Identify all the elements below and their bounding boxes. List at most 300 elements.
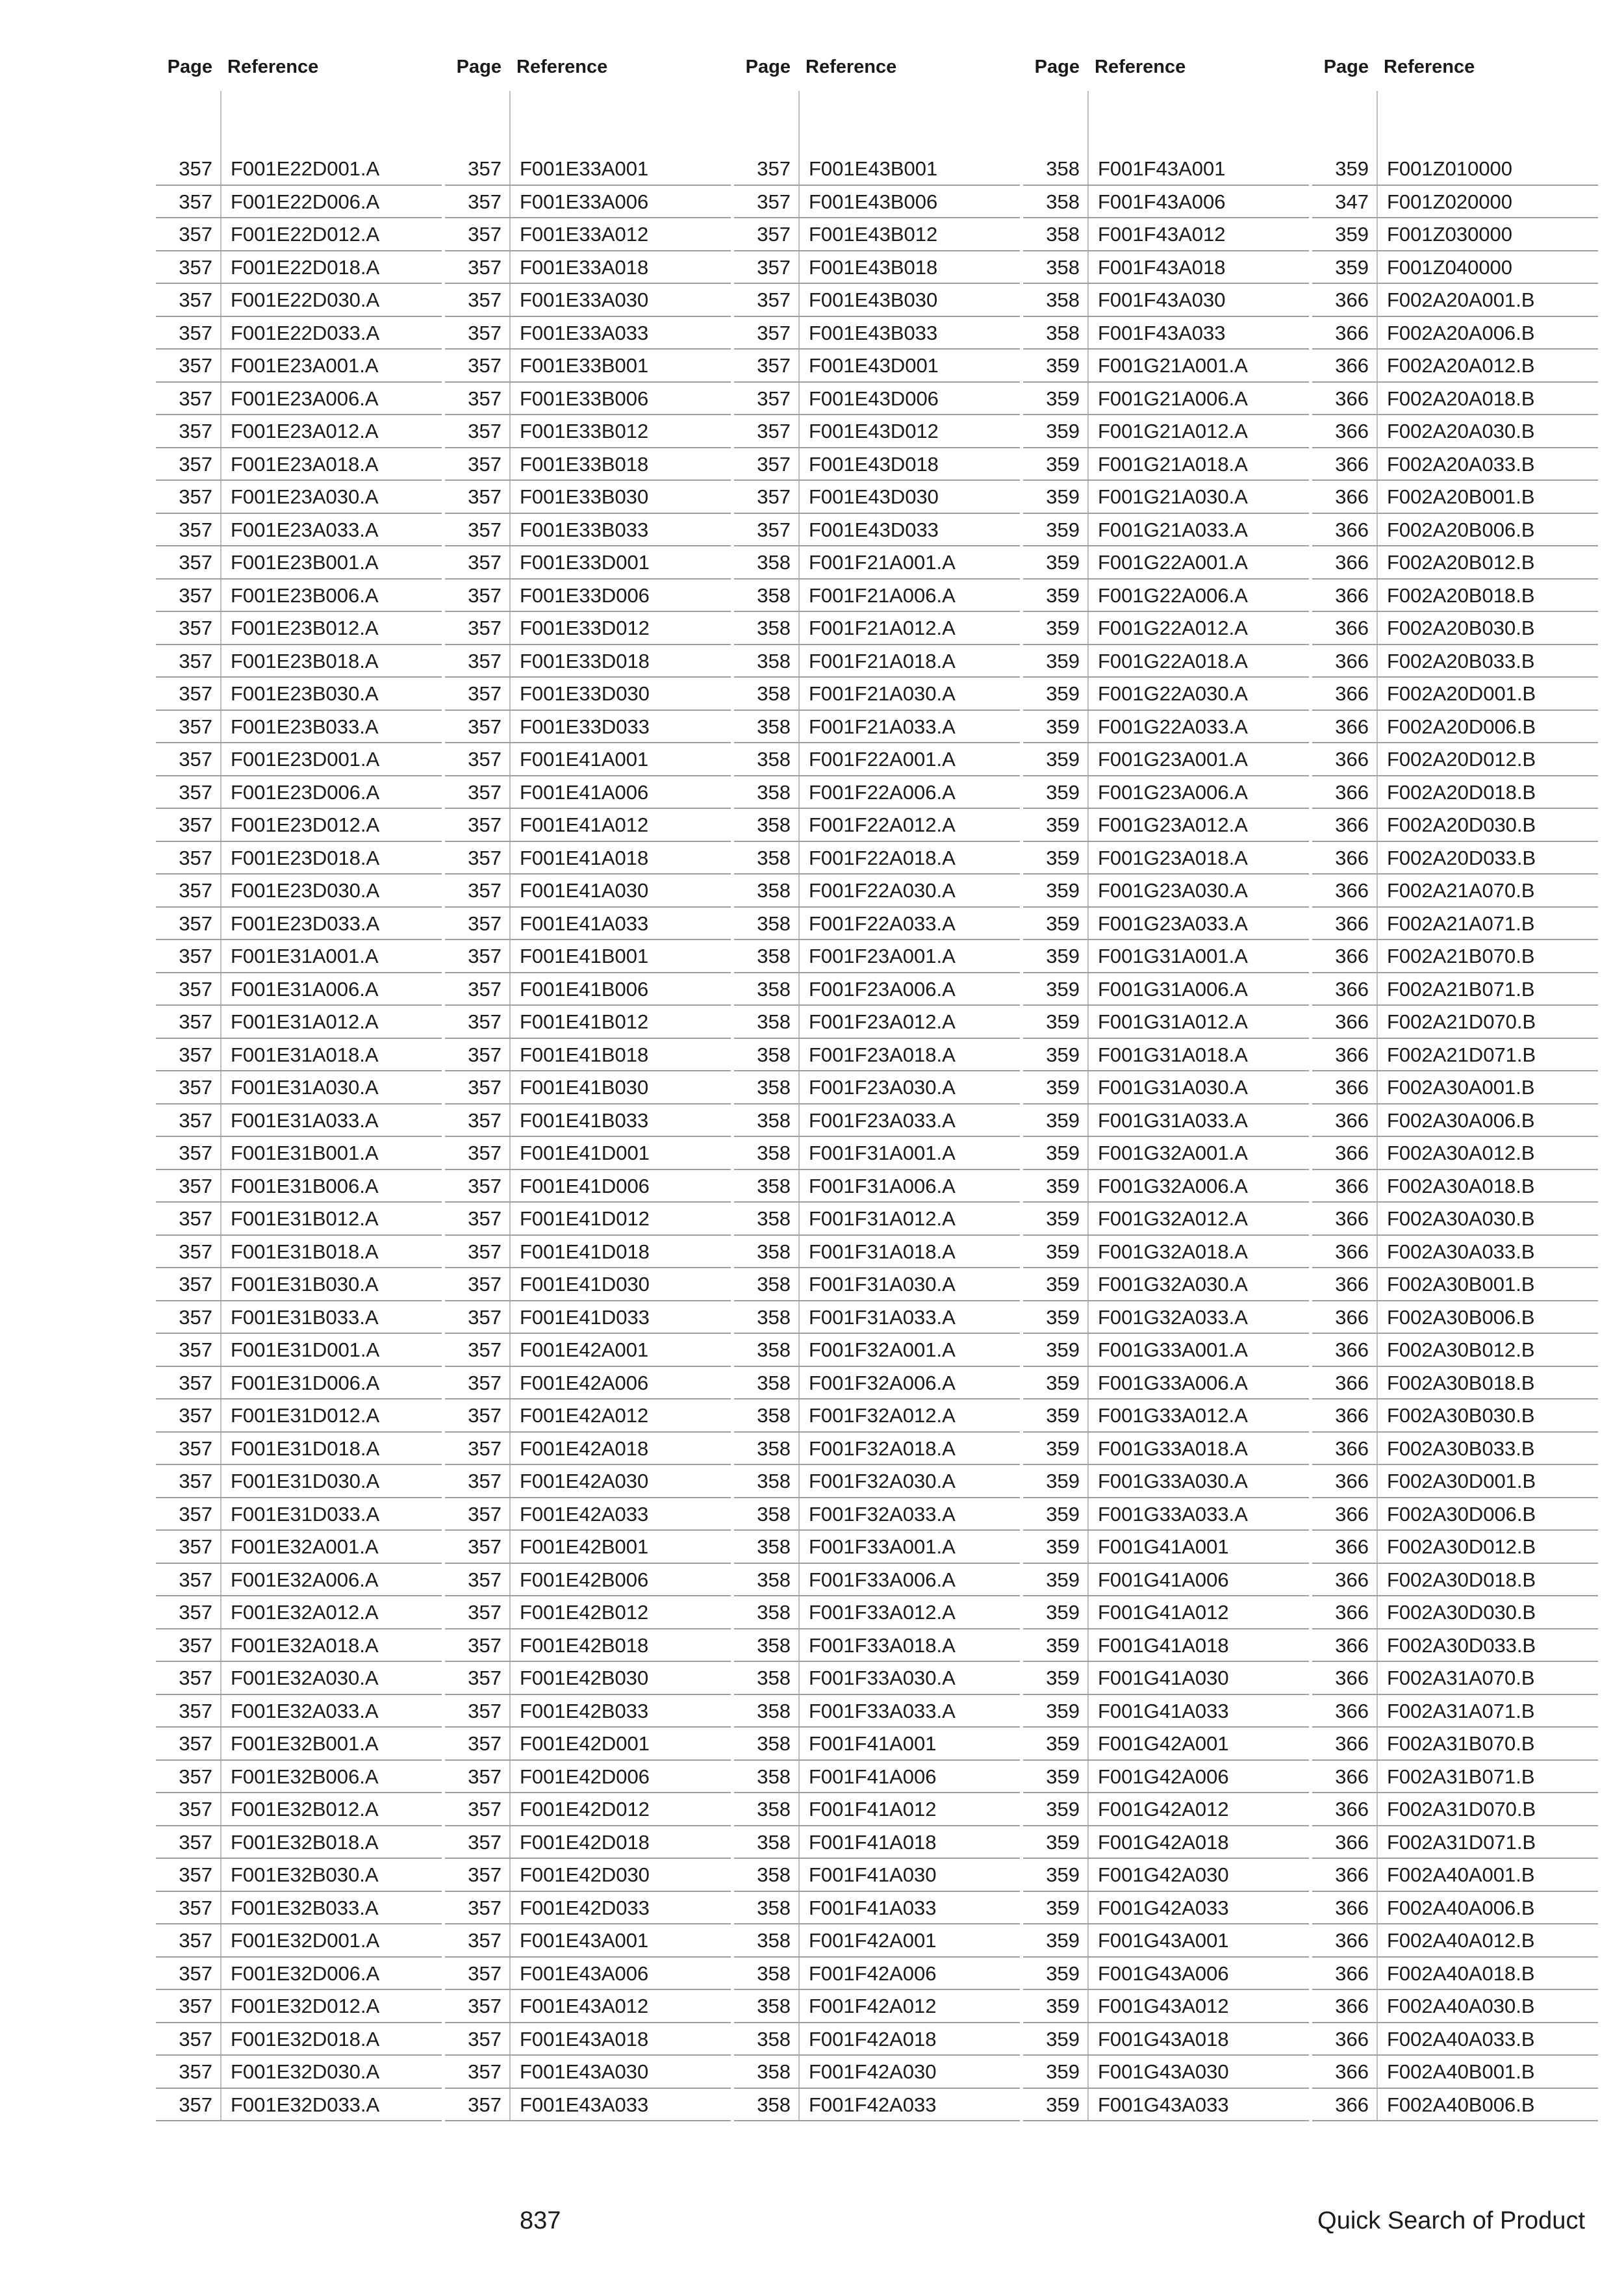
page-cell: 357: [468, 617, 501, 639]
table-row: [445, 1924, 731, 1958]
reference-cell: F001E43D033: [809, 518, 939, 541]
table-row: [1023, 546, 1309, 580]
column-divider: [220, 1892, 222, 1924]
column-divider: [220, 153, 222, 185]
table-row: [156, 743, 442, 776]
column-divider: [798, 218, 800, 250]
reference-cell: F001G43A030: [1098, 2060, 1229, 2083]
page-cell: 357: [468, 1273, 501, 1296]
reference-cell: F001E42B030: [520, 1667, 649, 1689]
table-row: [1023, 415, 1309, 448]
page-cell: 357: [179, 1929, 212, 1952]
table-row: [156, 1924, 442, 1958]
column-divider: [798, 415, 800, 447]
column-divider: [220, 1793, 222, 1825]
reference-cell: F001F22A033.A: [809, 912, 956, 935]
reference-cell: F001E43A030: [520, 2060, 649, 2083]
page-cell: 358: [757, 715, 791, 738]
page-cell: 359: [1046, 649, 1080, 672]
column-divider: [509, 2056, 511, 2088]
reference-cell: F002A40B001.B: [1387, 2060, 1535, 2083]
column-divider: [509, 776, 511, 808]
reference-cell: F001F31A018.A: [809, 1240, 956, 1263]
page-cell: 366: [1335, 1010, 1369, 1033]
page-cell: 357: [468, 518, 501, 541]
reference-cell: F001E42A033: [520, 1502, 649, 1526]
reference-cell: F001E43A012: [520, 1995, 649, 2017]
column-divider: [509, 908, 511, 939]
page-cell: 359: [1046, 1732, 1080, 1755]
reference-cell: F001G33A001.A: [1098, 1338, 1248, 1361]
page-cell: 358: [757, 1305, 791, 1329]
table-row: [734, 350, 1020, 383]
table-row: [156, 2089, 442, 2122]
page-cell: 359: [1046, 879, 1080, 902]
reference-cell: F002A30D033.B: [1387, 1633, 1536, 1657]
column-divider: [1087, 251, 1089, 283]
page-cell: 357: [179, 682, 212, 705]
reference-cell: F001E41D030: [520, 1273, 650, 1296]
page-cell: 357: [179, 1535, 212, 1558]
page-cell: 357: [468, 321, 501, 344]
table-row: [156, 1399, 442, 1433]
column-divider: [220, 1826, 222, 1858]
column-divider: [1377, 645, 1378, 677]
table-row: [445, 1728, 731, 1761]
table-row: [156, 1465, 442, 1498]
column-divider: [509, 1105, 511, 1136]
page-cell: 366: [1335, 879, 1369, 902]
column-divider: [509, 186, 511, 218]
reference-cell: F001G31A030.A: [1098, 1076, 1248, 1099]
reference-cell: F001E42A018: [520, 1437, 649, 1460]
column-divider: [509, 1662, 511, 1694]
page-cell: 357: [468, 813, 501, 836]
table-row: [1312, 1695, 1598, 1728]
column-divider: [509, 973, 511, 1005]
reference-cell: F001E42D030: [520, 1863, 650, 1886]
page-cell: 359: [1046, 1633, 1080, 1657]
column-divider: [220, 776, 222, 808]
column-rows: [1312, 153, 1598, 2121]
page-cell: 358: [757, 1995, 791, 2017]
column-divider: [220, 1039, 222, 1071]
page-cell: 357: [468, 715, 501, 738]
reference-cell: F002A40A012.B: [1387, 1929, 1535, 1952]
table-row: [1312, 2023, 1598, 2056]
page-cell: 359: [1335, 223, 1369, 246]
page-cell: 357: [179, 157, 212, 180]
reference-cell: F002A40A030.B: [1387, 1995, 1535, 2017]
column-divider: [220, 2056, 222, 2088]
column-divider: [1377, 1105, 1378, 1136]
column-divider: [798, 940, 800, 972]
column-divider: [1377, 973, 1378, 1005]
table-row: [1312, 580, 1598, 613]
page-cell: 366: [1335, 1043, 1369, 1066]
reference-cell: F001G32A030.A: [1098, 1273, 1248, 1296]
reference-cell: F002A31B071.B: [1387, 1765, 1535, 1788]
column-divider: [509, 1793, 511, 1825]
page-cell: 358: [757, 1207, 791, 1230]
page-cell: 359: [1046, 1371, 1080, 1394]
column-divider: [509, 514, 511, 546]
column-divider: [1087, 1465, 1089, 1497]
page-cell: 357: [468, 583, 501, 607]
page-cell: 359: [1046, 1273, 1080, 1296]
page-cell: 357: [179, 1108, 212, 1132]
column-divider: [1087, 153, 1089, 185]
column-divider: [220, 645, 222, 677]
table-row: [156, 776, 442, 810]
page-cell: 357: [468, 977, 501, 1001]
column-divider: [1377, 776, 1378, 808]
column-divider: [1377, 218, 1378, 250]
reference-cell: F001E42B018: [520, 1633, 649, 1657]
table-row: [1312, 743, 1598, 776]
page-cell: 357: [468, 1043, 501, 1066]
column-divider: [798, 1793, 800, 1825]
column-divider: [1087, 2089, 1089, 2121]
table-row: [1312, 218, 1598, 251]
column-divider: [220, 2023, 222, 2055]
reference-cell: F001E33D018: [520, 649, 650, 672]
reference-cell: F001E32D018.A: [231, 2027, 380, 2050]
page-cell: 359: [1046, 420, 1080, 442]
table-row: [1023, 1761, 1309, 1794]
table-row: [156, 1990, 442, 2023]
page-cell: 366: [1335, 1273, 1369, 1296]
table-row: [1312, 1236, 1598, 1269]
column-divider: [509, 1564, 511, 1596]
column-divider: [1087, 743, 1089, 775]
page-cell: 357: [179, 354, 212, 377]
table-row: [1312, 1859, 1598, 1892]
column-divider: [220, 940, 222, 972]
reference-cell: F001G31A012.A: [1098, 1010, 1248, 1033]
page-cell: 359: [1046, 1699, 1080, 1722]
table-row: [1312, 875, 1598, 908]
reference-cell: F001E31A012.A: [231, 1010, 379, 1033]
table-row: [156, 415, 442, 448]
page-cell: 366: [1335, 715, 1369, 738]
page-cell: 359: [1046, 354, 1080, 377]
table-row: [734, 2023, 1020, 2056]
reference-cell: F001E43B001: [809, 157, 938, 180]
reference-cell: F001G42A006: [1098, 1765, 1229, 1788]
page-cell: 357: [179, 1470, 212, 1492]
reference-cell: F001G43A006: [1098, 1961, 1229, 1985]
table-row: [1312, 1334, 1598, 1367]
page-cell: 359: [1046, 518, 1080, 541]
column-divider: [509, 612, 511, 644]
reference-cell: F001E33B033: [520, 518, 649, 541]
table-row: [445, 350, 731, 383]
page-cell: 357: [468, 1732, 501, 1755]
column-divider: [509, 580, 511, 611]
page-cell: 357: [179, 288, 212, 311]
column-divider: [798, 284, 800, 316]
table-row: [445, 1892, 731, 1925]
table-row: [445, 546, 731, 580]
column-divider: [509, 1728, 511, 1759]
column-divider: [1087, 448, 1089, 480]
page-cell: 357: [468, 1305, 501, 1329]
page-cell: 359: [1046, 682, 1080, 705]
page-cell: 357: [468, 387, 501, 410]
table-row: [1023, 908, 1309, 941]
reference-cell: F001E42D033: [520, 1896, 650, 1919]
column-divider: [1087, 1498, 1089, 1530]
table-row: [1023, 1006, 1309, 1039]
table-row: [1023, 1958, 1309, 1991]
column-divider: [220, 1301, 222, 1333]
column-divider: [1377, 514, 1378, 546]
reference-cell: F001G41A001: [1098, 1535, 1229, 1558]
column-divider: [798, 1301, 800, 1333]
reference-cell: F001F42A001: [809, 1929, 937, 1952]
column-divider: [509, 809, 511, 841]
table-row: [156, 1433, 442, 1466]
page-cell: 357: [179, 1863, 212, 1886]
page-cell: 358: [757, 1798, 791, 1820]
table-row: [156, 383, 442, 416]
column-divider: [798, 383, 800, 415]
page-cell: 358: [757, 1273, 791, 1296]
column-divider: [220, 1761, 222, 1793]
table-row: [445, 284, 731, 317]
table-row: [156, 1728, 442, 1761]
column-divider: [798, 1137, 800, 1169]
column-divider: [509, 91, 511, 153]
reference-cell: F001F32A030.A: [809, 1470, 956, 1492]
reference-cell: F001E41B001: [520, 945, 649, 967]
column-divider: [220, 284, 222, 316]
column-divider: [1377, 1367, 1378, 1399]
table-row: [734, 481, 1020, 514]
table-row: [1023, 1137, 1309, 1170]
page-cell: 357: [757, 288, 791, 311]
footer-title: Quick Search of Product: [1317, 2207, 1585, 2234]
table-row: [734, 1137, 1020, 1170]
column-divider: [798, 1728, 800, 1759]
table-row: [734, 383, 1020, 416]
page-cell: 359: [1046, 1207, 1080, 1230]
table-row: [1023, 1793, 1309, 1826]
table-row: [1023, 580, 1309, 613]
column-divider: [1087, 1203, 1089, 1234]
column-divider: [220, 1465, 222, 1497]
reference-cell: F001F41A030: [809, 1863, 937, 1886]
table-row: [1312, 1990, 1598, 2023]
column-divider: [220, 1662, 222, 1694]
column-divider: [1087, 1990, 1089, 2022]
column-divider: [1377, 743, 1378, 775]
table-row: [445, 2089, 731, 2122]
column-divider: [1087, 1596, 1089, 1628]
column-divider: [1377, 842, 1378, 874]
table-row: [734, 1039, 1020, 1072]
column-divider: [798, 1859, 800, 1891]
page-cell: 359: [1046, 485, 1080, 508]
reference-cell: F001G43A012: [1098, 1995, 1229, 2017]
table-row: [1023, 678, 1309, 711]
page-cell: 357: [468, 1437, 501, 1460]
page-cell: 358: [757, 879, 791, 902]
table-row: [734, 218, 1020, 251]
reference-cell: F001E32B006.A: [231, 1765, 379, 1788]
table-row: [445, 1826, 731, 1859]
reference-cell: F001E31D030.A: [231, 1470, 380, 1492]
reference-cell: F001E32B018.A: [231, 1830, 379, 1854]
column-divider: [798, 809, 800, 841]
column-divider: [509, 546, 511, 578]
reference-cell: F001F31A033.A: [809, 1305, 956, 1329]
table-row: [1023, 1596, 1309, 1629]
column-divider: [220, 514, 222, 546]
column-divider: [798, 1071, 800, 1103]
column-divider: [509, 2089, 511, 2121]
column-divider: [798, 251, 800, 283]
column-divider: [509, 645, 511, 677]
table-row: [1312, 612, 1598, 645]
column-divider: [1087, 383, 1089, 415]
table-row: [734, 743, 1020, 776]
page-cell: 357: [179, 1633, 212, 1657]
column-divider: [798, 1105, 800, 1136]
table-row: [734, 1958, 1020, 1991]
column-divider: [220, 1268, 222, 1300]
table-row: [734, 1531, 1020, 1564]
page-cell: 359: [1046, 2027, 1080, 2050]
table-row: [1023, 1662, 1309, 1695]
page-cell: 357: [468, 157, 501, 180]
page-cell: 357: [757, 321, 791, 344]
reference-cell: F001E42A012: [520, 1404, 649, 1427]
page-cell: 357: [179, 1502, 212, 1526]
reference-cell: F001E33B030: [520, 485, 649, 508]
table-row: [1312, 1071, 1598, 1105]
table-row: [445, 1958, 731, 1991]
page-cell: 357: [468, 288, 501, 311]
table-row: [734, 317, 1020, 350]
reference-cell: F001F43A001: [1098, 157, 1226, 180]
page-cell: 357: [179, 1830, 212, 1854]
column-divider: [798, 678, 800, 709]
page-cell: 366: [1335, 1142, 1369, 1164]
column-divider: [1377, 1826, 1378, 1858]
page-cell: 359: [1046, 912, 1080, 935]
column-divider: [1087, 415, 1089, 447]
column-divider: [220, 809, 222, 841]
table-row: [1312, 1465, 1598, 1498]
column-divider: [509, 1531, 511, 1563]
column-divider: [798, 1433, 800, 1464]
column-divider: [509, 1465, 511, 1497]
column-divider: [220, 1531, 222, 1563]
table-row: [1312, 711, 1598, 744]
reference-cell: F001F42A030: [809, 2060, 937, 2083]
column-divider: [1377, 875, 1378, 906]
table-row: [156, 1203, 442, 1236]
reference-cell: F001E42D006: [520, 1765, 650, 1788]
reference-cell: F001E31B033.A: [231, 1305, 379, 1329]
page-cell: 366: [1335, 288, 1369, 311]
column-divider: [509, 251, 511, 283]
reference-cell: F001E33B012: [520, 420, 649, 442]
reference-cell: F001E43B012: [809, 223, 938, 246]
page-cell: 359: [1046, 1043, 1080, 1066]
reference-cell: F002A31D070.B: [1387, 1798, 1536, 1820]
reference-header: Reference: [227, 57, 319, 77]
reference-cell: F001E41A018: [520, 846, 649, 869]
page-cell: 357: [468, 1601, 501, 1624]
reference-cell: F001F21A033.A: [809, 715, 956, 738]
reference-cell: F001E32B012.A: [231, 1798, 379, 1820]
table-row: [1023, 1268, 1309, 1301]
reference-cell: F001E43D012: [809, 420, 939, 442]
table-row: [734, 153, 1020, 186]
reference-cell: F002A20D012.B: [1387, 748, 1536, 771]
reference-cell: F001E42B006: [520, 1568, 649, 1591]
table-row: [734, 580, 1020, 613]
page-cell: 358: [757, 1404, 791, 1427]
reference-cell: F001E33D030: [520, 682, 650, 705]
table-row: [1023, 1170, 1309, 1203]
column-divider: [1377, 1071, 1378, 1103]
page-cell: 357: [179, 748, 212, 771]
reference-cell: F001F41A001: [809, 1732, 937, 1755]
page-cell: 358: [757, 912, 791, 935]
page-cell: 357: [468, 2060, 501, 2083]
table-row: [445, 1662, 731, 1695]
column-divider: [798, 1498, 800, 1530]
reference-cell: F001Z040000: [1387, 255, 1513, 279]
reference-cell: F001E22D018.A: [231, 255, 380, 279]
table-row: [1023, 350, 1309, 383]
column-divider: [1087, 1728, 1089, 1759]
column-divider: [220, 1433, 222, 1464]
page-cell: 358: [757, 1437, 791, 1460]
index-column-5: [1312, 55, 1598, 2121]
reference-cell: F001E43A033: [520, 2093, 649, 2116]
reference-cell: F001E33D012: [520, 617, 650, 639]
page-cell: 357: [179, 1273, 212, 1296]
page-cell: 357: [179, 1568, 212, 1591]
column-header: [445, 55, 731, 153]
column-divider: [1377, 546, 1378, 578]
table-row: [1023, 1301, 1309, 1335]
page-cell: 366: [1335, 912, 1369, 935]
page-cell: 357: [468, 1076, 501, 1099]
table-row: [1023, 612, 1309, 645]
column-divider: [220, 1334, 222, 1366]
table-row: [445, 580, 731, 613]
page-cell: 366: [1335, 1437, 1369, 1460]
page-cell: 357: [179, 1371, 212, 1394]
reference-cell: F002A20B033.B: [1387, 649, 1535, 672]
reference-cell: F001E32A033.A: [231, 1699, 379, 1722]
table-row: [734, 940, 1020, 973]
reference-cell: F001G31A006.A: [1098, 977, 1248, 1001]
reference-cell: F001G21A012.A: [1098, 420, 1248, 442]
page-cell: 357: [468, 1667, 501, 1689]
table-row: [445, 973, 731, 1006]
column-divider: [798, 1334, 800, 1366]
column-divider: [1377, 1761, 1378, 1793]
page-cell: 357: [757, 190, 791, 213]
reference-cell: F001F22A001.A: [809, 748, 956, 771]
